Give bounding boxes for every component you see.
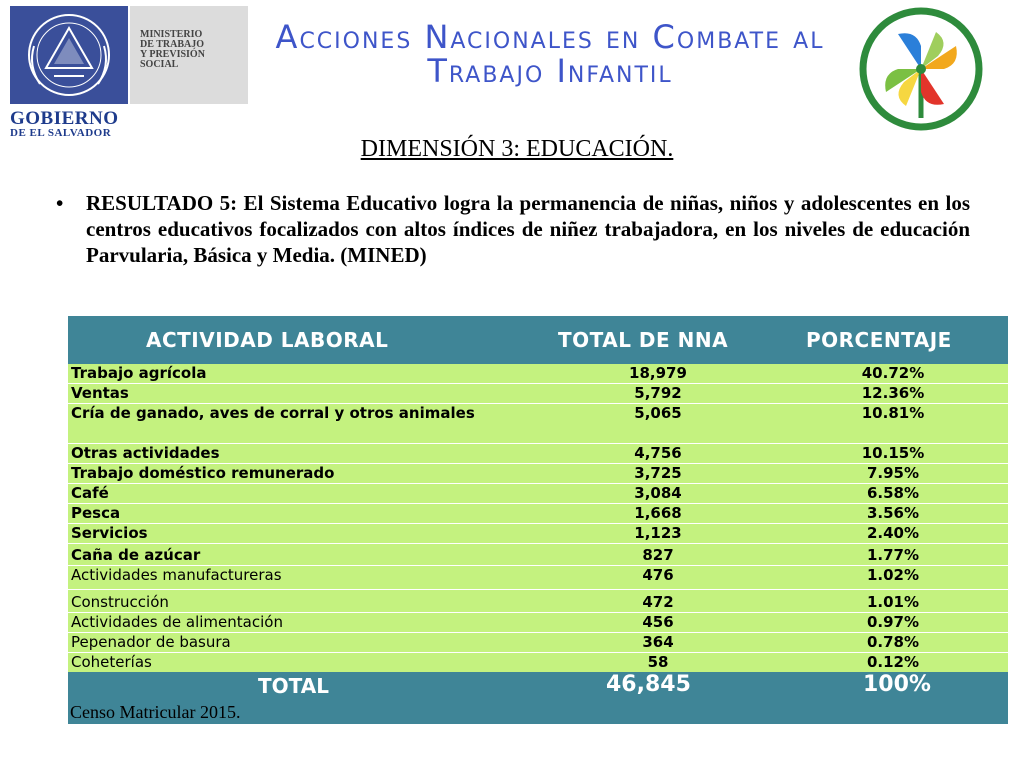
cell-activity: Coheterías [71,653,152,671]
cell-total: 456 [642,613,674,631]
cell-total: 364 [642,633,674,651]
header-activity: ACTIVIDAD LABORAL [146,328,389,352]
cell-percent: 0.97% [866,613,920,631]
table-row [68,444,1008,464]
cell-percent: 3.56% [866,504,920,522]
cell-percent: 1.02% [866,566,920,584]
government-title: GOBIERNO [10,108,119,129]
result-bullet [56,190,970,268]
table-row [68,566,1008,590]
table-row [68,524,1008,544]
table-header [68,316,1008,364]
table-row [68,504,1008,524]
cell-activity: Ventas [71,384,129,402]
footer-label: TOTAL [258,674,329,698]
cell-activity: Actividades de alimentación [71,613,283,631]
el-salvador-coat-of-arms-icon [10,6,128,104]
cell-total: 476 [642,566,674,584]
ministry-box [130,6,248,104]
cell-percent: 2.40% [866,524,920,542]
cell-percent: 10.81% [861,404,925,422]
ministry-name: MINISTERIO DE TRABAJO Y PREVISIÓN SOCIAL [140,29,205,70]
cell-activity: Servicios [71,524,148,542]
footer-total: 46,845 [606,672,691,697]
footer-percent: 100% [863,672,931,697]
source-note: Censo Matricular 2015. [70,702,241,722]
cell-activity: Café [71,484,109,502]
cell-percent: 1.01% [866,593,920,611]
table-row [68,364,1008,384]
table-row [68,590,1008,613]
cell-total: 827 [642,546,674,564]
table-row [68,464,1008,484]
cell-total: 1,123 [634,524,682,542]
cell-percent: 40.72% [861,364,925,382]
table-row [68,544,1008,566]
cell-total: 18,979 [629,364,687,382]
government-logo [6,4,244,139]
section-subtitle: DIMENSIÓN 3: EDUCACIÓN. [360,136,674,162]
emblem-box [10,6,128,104]
cell-total: 58 [647,653,669,671]
table-row [68,384,1008,404]
government-subtitle: DE EL SALVADOR [10,127,112,139]
activity-table [68,316,1008,724]
cell-percent: 0.78% [866,633,920,651]
cell-activity: Pesca [71,504,121,522]
cell-total: 4,756 [634,444,682,462]
pinwheel-logo-icon [858,6,984,132]
cell-activity: Pepenador de basura [71,633,231,651]
table-row [68,613,1008,633]
table-row [68,484,1008,504]
header-total: TOTAL DE NNA [558,328,729,352]
result-text: RESULTADO 5: El Sistema Educativo logra la permanencia de niñas, niños y adolescentes en los centros educativos focalizados con altos índices de niñez trabajadora, en los niveles de educación Parvularia, Básica y Media. (MINED) [86,191,970,267]
table-row [68,404,1008,444]
header-percent: PORCENTAJE [806,328,952,352]
cell-activity: Caña de azúcar [71,546,201,564]
bullet-dot: • [56,191,64,215]
cell-percent: 7.95% [866,464,920,482]
table-row [68,633,1008,653]
cell-percent: 0.12% [866,653,920,671]
cell-total: 3,725 [634,464,682,482]
cell-activity: Otras actividades [71,444,220,462]
cell-total: 3,084 [634,484,682,502]
cell-total: 5,065 [634,404,682,422]
cell-total: 472 [642,593,674,611]
cell-percent: 10.15% [861,444,925,462]
cell-total: 1,668 [634,504,682,522]
cell-total: 5,792 [634,384,682,402]
cell-activity: Trabajo doméstico remunerado [71,464,335,482]
cell-activity: Actividades manufactureras [71,566,282,584]
cell-activity: Trabajo agrícola [71,364,207,382]
cell-activity: Construcción [71,593,169,611]
page-title: Acciones Nacionales en Combate al Trabajo Infantil [275,18,825,90]
table-row [68,653,1008,672]
cell-percent: 6.58% [866,484,920,502]
cell-activity: Cría de ganado, aves de corral y otros animales [71,404,475,422]
cell-percent: 1.77% [866,546,920,564]
cell-percent: 12.36% [861,384,925,402]
